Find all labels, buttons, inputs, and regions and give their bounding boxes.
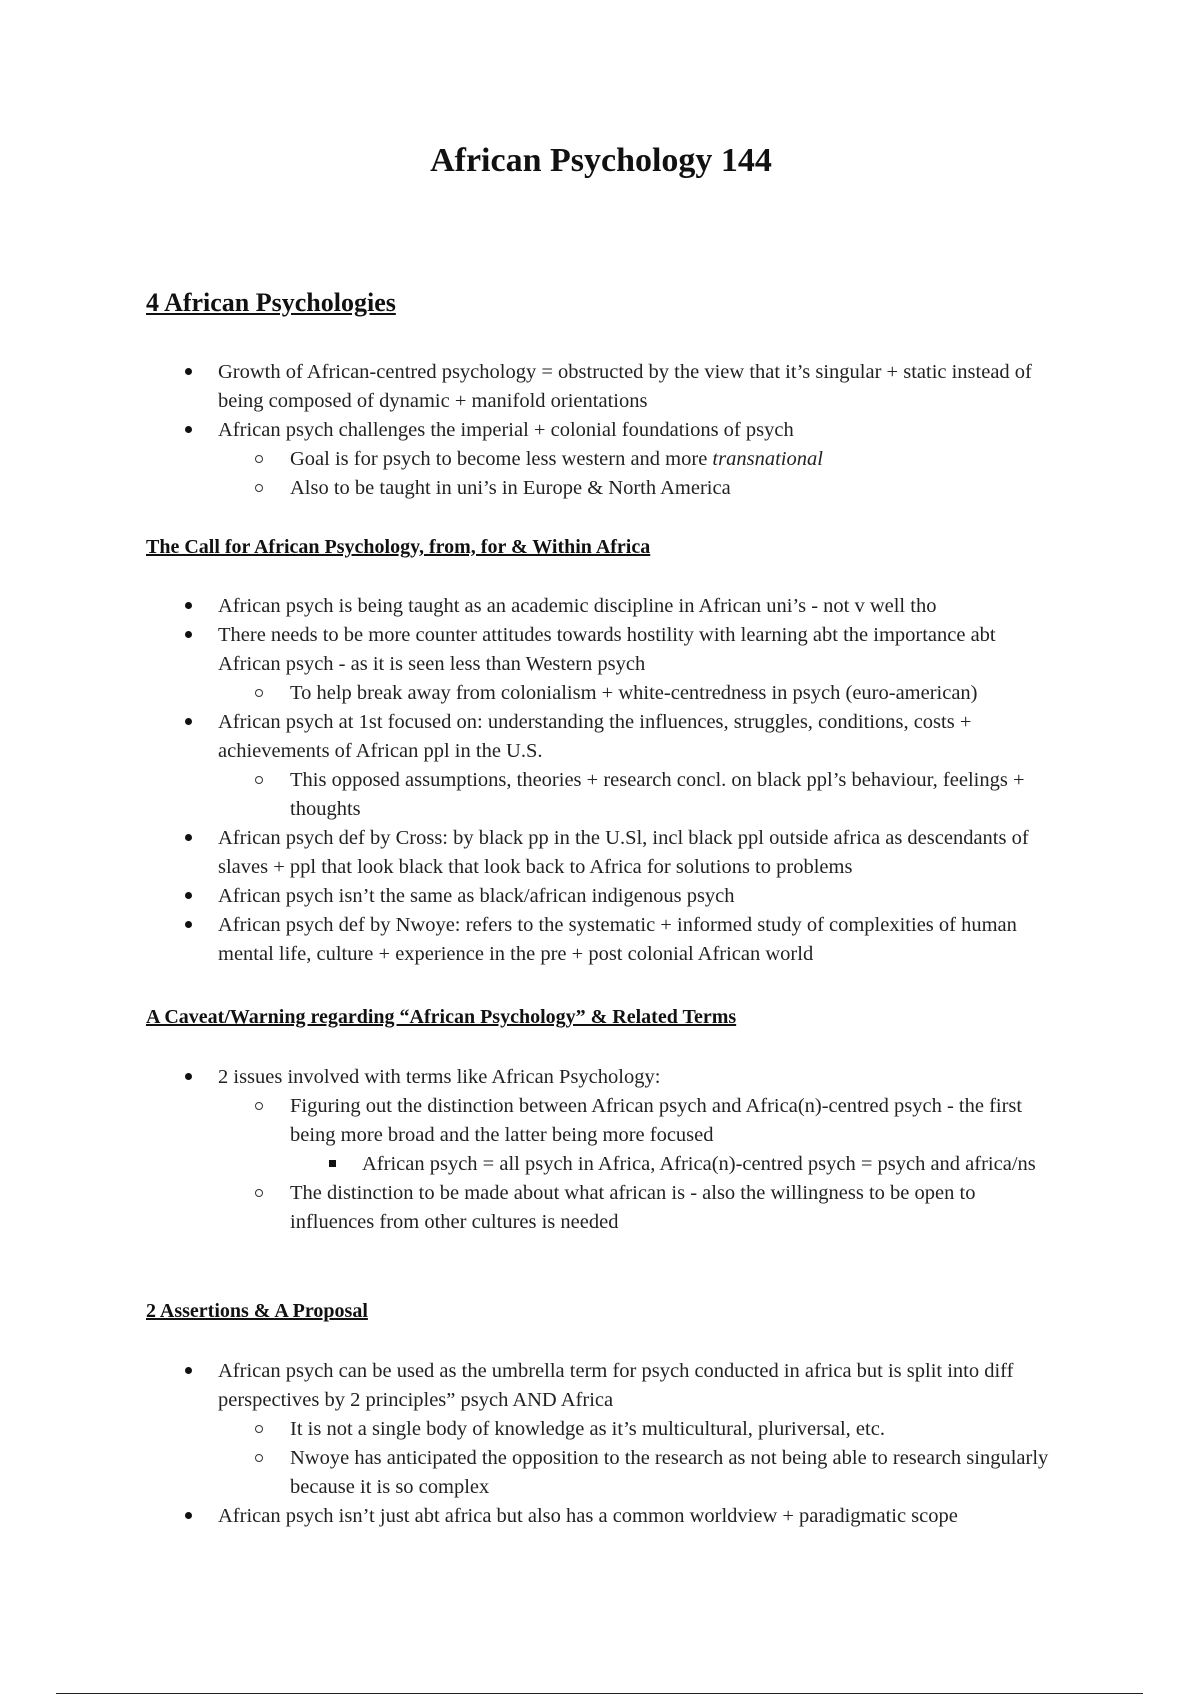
list-item: It is not a single body of knowledge as it’s multicultural, pluriversal, etc. — [146, 1415, 1056, 1444]
list-item: 2 issues involved with terms like African Psychology: — [146, 1063, 1056, 1092]
list-item: African psych can be used as the umbrella term for psych conducted in africa but is split into diff perspectives by 2 principles” psych AND Africa — [146, 1357, 1056, 1415]
caveat-list — [146, 1063, 1056, 1237]
subheading-caveat: A Caveat/Warning regarding “African Psychology” & Related Terms — [146, 1006, 737, 1028]
bullet-icon — [178, 621, 198, 650]
subheading-assertions: 2 Assertions & A Proposal — [146, 1300, 368, 1322]
list-item: African psych def by Nwoye: refers to the systematic + informed study of complexities of human mental life, culture + experience in the pre + post colonial African world — [146, 911, 1056, 969]
intro-list — [146, 358, 1056, 503]
list-item: This opposed assumptions, theories + research concl. on black ppl’s behaviour, feelings + thoughts — [146, 766, 1056, 824]
bullet-icon — [178, 1357, 198, 1386]
bullet-icon — [178, 1502, 198, 1531]
list-item: African psych at 1st focused on: understanding the influences, struggles, conditions, costs + achievements of African ppl in the U.S. — [146, 708, 1056, 766]
page-title: African Psychology 144 — [430, 142, 772, 179]
bullet-icon — [178, 416, 198, 445]
list-item: Growth of African-centred psychology = obstructed by the view that it’s singular + static instead of being composed of dynamic + manifold orientations — [146, 358, 1056, 416]
circle-bullet-icon — [249, 474, 269, 503]
square-bullet-icon — [322, 1150, 342, 1179]
bullet-icon — [178, 911, 198, 940]
list-item: African psych is being taught as an academic discipline in African uni’s - not v well tho — [146, 592, 1056, 621]
list-item: African psych isn’t the same as black/african indigenous psych — [146, 882, 1056, 911]
circle-bullet-icon — [249, 1092, 269, 1121]
bullet-icon — [178, 882, 198, 911]
bullet-icon — [178, 708, 198, 737]
circle-bullet-icon — [249, 766, 269, 795]
circle-bullet-icon — [249, 445, 269, 474]
list-item: The distinction to be made about what african is - also the willingness to be open to influences from other cultures is needed — [146, 1179, 1056, 1237]
call-list — [146, 592, 1056, 969]
circle-bullet-icon — [249, 1444, 269, 1473]
list-item: African psych = all psych in Africa, Africa(n)-centred psych = psych and africa/ns — [146, 1150, 1056, 1179]
footer-divider — [56, 1693, 1143, 1694]
circle-bullet-icon — [249, 679, 269, 708]
circle-bullet-icon — [249, 1415, 269, 1444]
bullet-icon — [178, 358, 198, 387]
list-item: Nwoye has anticipated the opposition to the research as not being able to research singularly because it is so complex — [146, 1444, 1056, 1502]
list-item: African psych isn’t just abt africa but also has a common worldview + paradigmatic scope — [146, 1502, 1056, 1531]
bullet-icon — [178, 592, 198, 621]
list-item: African psych challenges the imperial + colonial foundations of psych — [146, 416, 1056, 445]
circle-bullet-icon — [249, 1179, 269, 1208]
bullet-icon — [178, 1063, 198, 1092]
list-item: Figuring out the distinction between African psych and Africa(n)-centred psych - the first being more broad and the latter being more focused — [146, 1092, 1056, 1150]
section-heading: 4 African Psychologies — [146, 288, 396, 317]
list-item: African psych def by Cross: by black pp in the U.Sl, incl black ppl outside africa as descendants of slaves + ppl that look black that look back to Africa for solutions to problems — [146, 824, 1056, 882]
list-item: There needs to be more counter attitudes towards hostility with learning abt the importance abt African psych - as it is seen less than Western psych — [146, 621, 1056, 679]
list-item: Also to be taught in uni’s in Europe & North America — [146, 474, 1056, 503]
list-item: To help break away from colonialism + white-centredness in psych (euro-american) — [146, 679, 1056, 708]
subheading-call: The Call for African Psychology, from, for & Within Africa — [146, 536, 651, 558]
assertions-list — [146, 1357, 1056, 1531]
list-item: Goal is for psych to become less western and more transnational — [146, 445, 1056, 474]
bullet-icon — [178, 824, 198, 853]
emphasis-text: transnational — [712, 448, 823, 470]
